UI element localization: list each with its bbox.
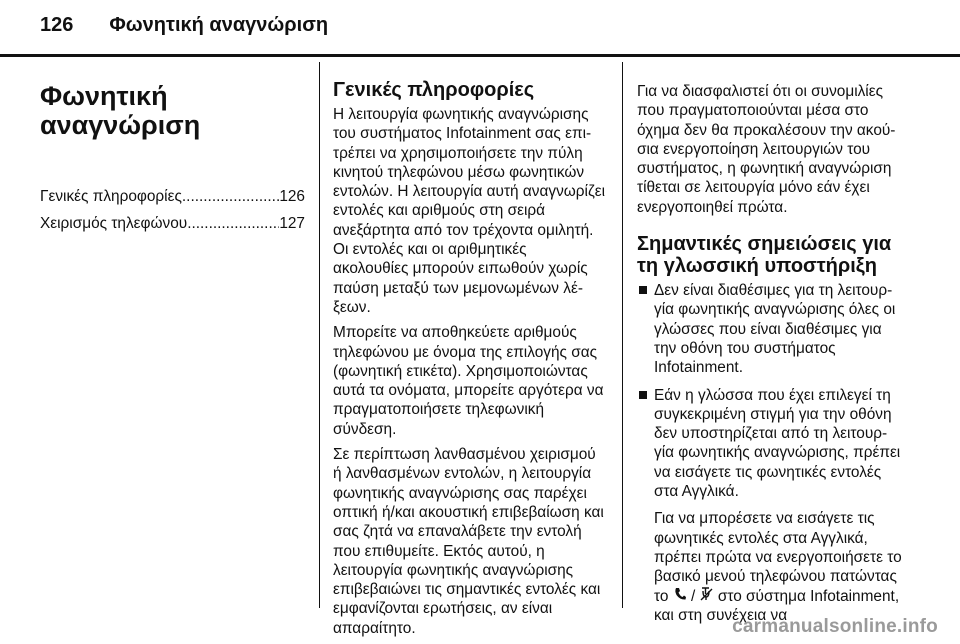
phone-icon — [673, 587, 687, 606]
toc-leader — [182, 186, 279, 207]
bullet-item — [637, 281, 902, 377]
column-divider-left — [319, 62, 320, 608]
paragraph: Η λειτουργία φωνητικής αναγνώρισης του συστήματος Infotainment σας επιτρέπει να χρησιμοποιήσετε την πύλη κινητού τηλεφώνου μέσω φωνητικών εντολών. Η λειτουργία αυτή αναγνωρίζει εντολές και αριθμούς στη σειρά ανεξάρτητα από τον τρέχοντα ομιλητή. Οι εντολές και οι αριθμητικές ακολουθίες μπορούν ειπωθούν χωρίς παύση μεταξύ των μεμονωμένων λέξεων. — [333, 106, 606, 316]
indented-paragraph — [637, 509, 902, 625]
toc-leader — [187, 213, 279, 234]
left-column — [40, 82, 305, 234]
section-heading: Σημαντικές σημειώσεις για τη γλωσσική υποστήριξη — [637, 233, 892, 278]
chapter-title — [40, 82, 305, 140]
chapter-title-line2: αναγνώριση — [40, 110, 201, 140]
bullet-text: Εάν η γλώσσα που έχει επιλεγεί τη συγκεκριμένη στιγμή για την οθόνη δεν υποστηρίζεται από τη λειτουργία φωνητικής αναγνώρισης, πρέπει να εισάγετε τις φωνητικές εντολές στα Αγγλικά. — [654, 386, 901, 501]
section-heading: Γενικές πληροφορίες — [333, 79, 535, 101]
watermark: carmanualsonline.info — [732, 616, 938, 637]
column-divider-right — [622, 62, 623, 608]
icon-separator: / — [690, 587, 696, 605]
header-rule — [0, 54, 960, 57]
paragraph-text: Για να μπορέσετε να εισάγετε τις φωνητικές εντολές στα Αγγλικά, πρέπει πρώτα να ενεργοποιήσετε το βασικό μενού τηλεφώνου πατώντας το — [654, 510, 902, 605]
paragraph-text: στο σύστημα Infotainment, και στη συνέχεια να — [654, 587, 900, 624]
page-number: 126 — [40, 14, 74, 36]
paragraph: Σε περίπτωση λανθασμένου χειρισμού ή λανθασμένων εντολών, η λειτουργία φωνητικής αναγνώρισης σας παρέχει οπτική ή/και ακουστική επιβεβαίωση και σας ζητά να επαναλάβετε την εντολή που επιθυμείτε. Εκτός αυτού, η λειτουργία φωνητικής αναγνώρισης επιβεβαιώνει τις σημαντικές εντολές και εμφανίζονται ερωτήσεις, αν είναι απαραίτητο. — [333, 446, 604, 637]
paragraph: Μπορείτε να αποθηκεύετε αριθμούς τηλεφώνου με όνομα της επιλογής σας (φωνητική ετικέτα). Χρησιμοποιώντας αυτά τα ονόματα, μπορείτε αργότερα να πραγματοποιήσετε τηλεφωνική σύνδεση. — [333, 324, 604, 438]
voice-recognition-icon — [700, 587, 714, 606]
chapter-title-line1: Φωνητική — [40, 81, 168, 111]
right-column — [637, 82, 902, 631]
toc-label: Χειρισμός τηλεφώνου — [40, 215, 188, 232]
bullet-marker — [639, 391, 647, 399]
toc-page: 126 — [279, 188, 305, 205]
bullet-marker — [639, 286, 647, 294]
toc-page: 127 — [279, 215, 305, 232]
bullet-item — [637, 386, 902, 502]
toc-entry[interactable] — [40, 213, 305, 234]
bullet-text: Δεν είναι διαθέσιμες για τη λειτουργία φωνητικής αναγνώρισης όλες οι γλώσσες που είναι διαθέσιμες για την οθόνη του συστήματος Infotainment. — [654, 282, 896, 377]
paragraph: Για να διασφαλιστεί ότι οι συνομιλίες που πραγματοποιούνται μέσα στο όχημα δεν θα προκαλέσουν την ακούσια ενεργοποίηση λειτουργιών του συστήματος, η φωνητική αναγνώριση τίθεται σε λειτουργία μόνο εάν έχει ενεργοποιηθεί πρώτα. — [637, 83, 896, 216]
toc-entry[interactable] — [40, 186, 305, 207]
middle-column — [333, 79, 606, 644]
header-title: Φωνητική αναγνώριση — [109, 14, 329, 36]
page-header — [40, 14, 328, 37]
toc-label: Γενικές πληροφορίες — [40, 188, 182, 205]
